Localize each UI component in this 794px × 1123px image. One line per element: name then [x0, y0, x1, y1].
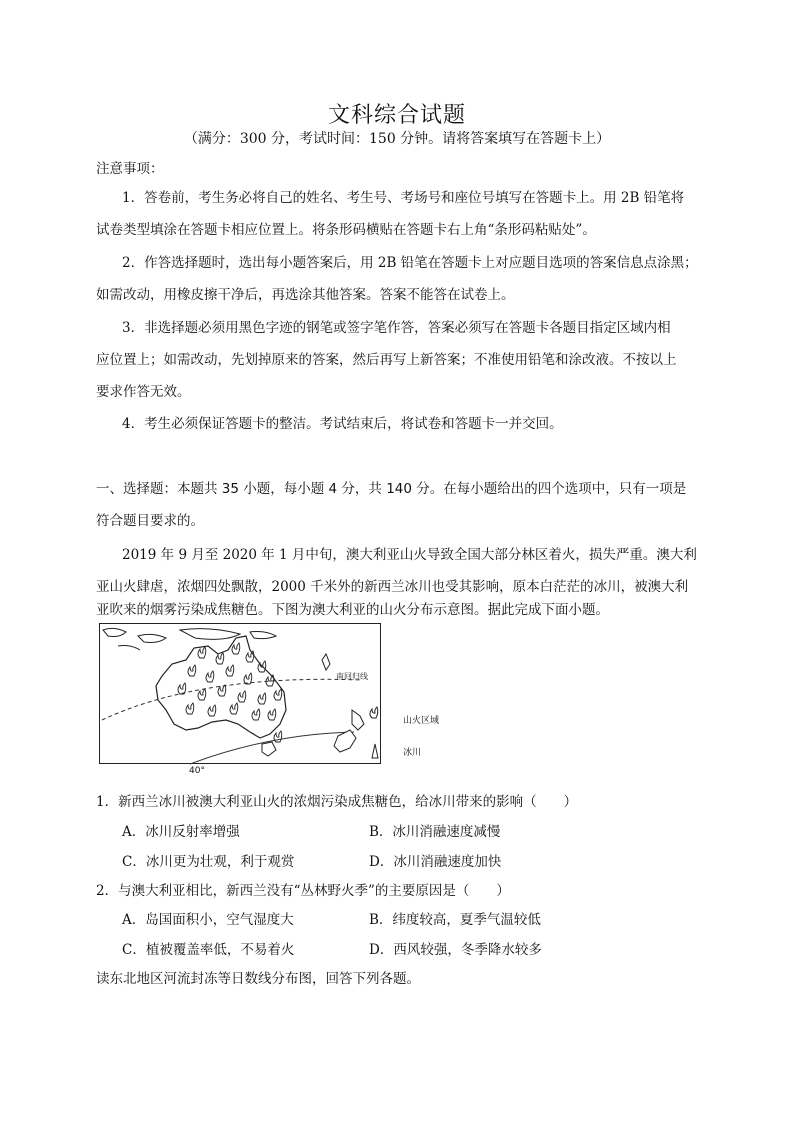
- island-shape: [103, 628, 126, 636]
- nz-south-island: [334, 730, 356, 752]
- tropic-label: 南回归线: [336, 672, 368, 681]
- question-2-option-d: D．西风较强，冬季降水较多: [369, 942, 542, 958]
- question-1-option-a: A．冰川反射率增强: [122, 824, 240, 840]
- question-1-option-b: B．冰川消融速度减慢: [369, 824, 501, 840]
- nz-north-island: [352, 710, 364, 730]
- australia-fire-map: [99, 623, 381, 764]
- question-2-option-c: C．植被覆盖率低，不易着火: [122, 942, 295, 958]
- notice-item-2-line-2: 如需改动，用橡皮擦干净后，再选涂其他答案。答案不能答在试卷上。: [96, 287, 515, 303]
- question-1-option-d: D．冰川消融速度加快: [369, 854, 502, 870]
- notice-item-1-line-2: 试卷类型填涂在答题卡相应位置上。将条形码横贴在答题卡右上角“条形码粘贴处”。: [96, 222, 596, 238]
- exam-title: 文科综合试题: [327, 103, 466, 128]
- notice-item-3-line-1: 3．非选择题必须用黑色字迹的钢笔或签字笔作答，答案必须写在答题卡各题目指定区域内相: [122, 320, 671, 336]
- question-2-option-a: A．岛国面积小，空气湿度大: [122, 912, 294, 928]
- question-1-option-c: C．冰川更为壮观，利于观赏: [122, 854, 295, 870]
- notice-item-4-line-1: 4．考生必须保证答题卡的整洁。考试结束后，将试卷和答题卡一并交回。: [122, 416, 563, 432]
- section-1-heading-cont: 符合题目要求的。: [96, 513, 204, 529]
- notice-item-3-line-2: 应位置上；如需改动，先划掉原来的答案，然后再写上新答案；不准使用铅笔和涂改液。不按以上: [96, 352, 677, 368]
- legend-fire-label: 山火区域: [403, 716, 440, 726]
- notice-heading: 注意事项：: [96, 161, 164, 177]
- question-2-option-b: B．纬度较高，夏季气温较低: [369, 912, 541, 928]
- australia-outline: [156, 636, 286, 738]
- notice-item-1-line-1: 1．答卷前，考生务必将自己的姓名、考生号、考场号和座位号填写在答题卡上。用 2B 铅笔将: [122, 190, 685, 206]
- passage-line-3: 亚吹来的烟雾污染成焦糖色。下图为澳大利亚的山火分布示意图。据此完成下面小题。: [96, 602, 609, 618]
- map-drawing: [100, 624, 382, 765]
- exam-subtitle: （满分：300 分，考试时间：150 分钟。请将答案填写在答题卡上）: [183, 131, 611, 147]
- island-shape: [322, 654, 330, 670]
- question-2-stem: 2．与澳大利亚相比，新西兰没有“丛林野火季”的主要原因是（ ）: [96, 883, 510, 899]
- glacier-legend-icon: [372, 744, 378, 758]
- notice-item-2-line-1: 2．作答选择题时，选出每小题答案后，用 2B 铅笔在答题卡上对应题目选项的答案信息点涂黑；: [122, 255, 698, 271]
- fire-legend-icon: [370, 707, 378, 718]
- island-shape: [138, 634, 166, 642]
- island-shape: [250, 632, 276, 639]
- latitude-label: 40°: [189, 766, 205, 776]
- passage-line-2: 亚山火肆虐，浓烟四处飘散，2000 千米外的新西兰冰川也受其影响，原本白茫茫的冰川，被澳大利: [96, 579, 689, 595]
- notice-item-3-line-3: 要求作答无效。: [96, 384, 191, 400]
- fire-icon: [274, 731, 282, 742]
- island-shape: [118, 646, 140, 651]
- section-1-heading: 一、选择题：本题共 35 小题，每小题 4 分，共 140 分。在每小题给出的四个选项中，只有一项是: [96, 481, 687, 497]
- question-1-stem: 1．新西兰冰川被澳大利亚山火的浓烟污染成焦糖色，给冰川带来的影响（ ）: [96, 794, 578, 810]
- legend-glacier-label: 冰川: [403, 748, 422, 758]
- passage-line-1: 2019 年 9 月至 2020 年 1 月中旬，澳大利亚山火导致全国大部分林区着火，损失严重。澳大利: [122, 547, 697, 563]
- tasmania-outline: [262, 742, 276, 756]
- new-guinea-shape: [180, 629, 240, 640]
- next-section-intro: 读东北地区河流封冻等日数线分布图，回答下列各题。: [96, 971, 420, 987]
